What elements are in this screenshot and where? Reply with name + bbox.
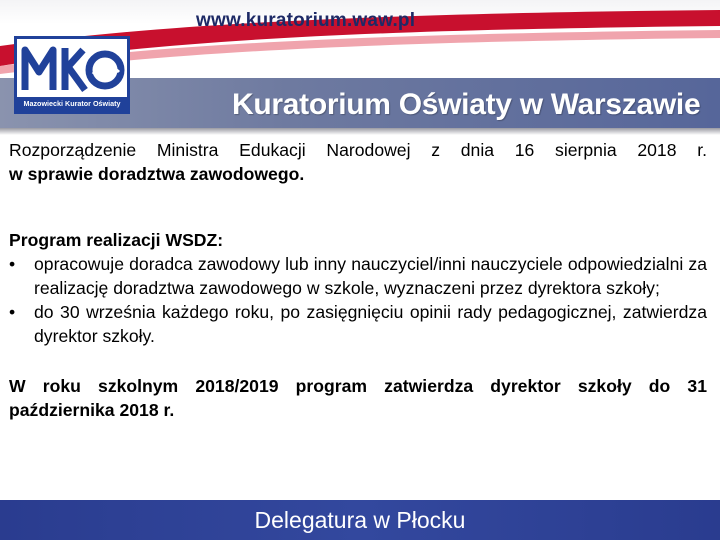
approval-deadline: W roku szkolnym 2018/2019 program zatwierdza dyrektor szkoły do 31 października 2018 r. xyxy=(9,376,707,420)
slide-header xyxy=(0,0,720,135)
mko-logo-mark xyxy=(21,42,125,94)
program-heading: Program realizacji WSDZ: xyxy=(9,230,224,250)
program-bullet-list xyxy=(9,252,707,348)
slide-body xyxy=(9,138,707,422)
slide-footer xyxy=(0,500,720,540)
logo-caption: Mazowiecki Kurator Oświaty xyxy=(17,97,127,111)
regulation-title: Rozporządzenie Ministra Edukacji Narodowej z dnia 16 sierpnia 2018 r. xyxy=(9,140,707,160)
bullet-item: • opracowuje doradca zawodowy lub inny nauczyciel/inni nauczyciele odpowiedzialni za realizację doradztwa zawodowego w szkole, wyznaczeni przez dyrektora szkoły; xyxy=(9,252,707,300)
bullet-item: • do 30 września każdego roku, po zasięgnięciu opinii rady pedagogicznej, zatwierdza dyrektor szkoły. xyxy=(9,300,707,348)
regulation-subject: w sprawie doradztwa zawodowego. xyxy=(9,164,305,184)
header-divider xyxy=(0,128,720,135)
mko-logo xyxy=(14,36,130,114)
regulation-reference xyxy=(9,138,707,186)
footer-delegation: Delegatura w Płocku xyxy=(254,507,466,533)
header-title: Kuratorium Oświaty w Warszawie xyxy=(232,88,701,121)
website-url: www.kuratorium.waw.pl xyxy=(196,10,416,31)
